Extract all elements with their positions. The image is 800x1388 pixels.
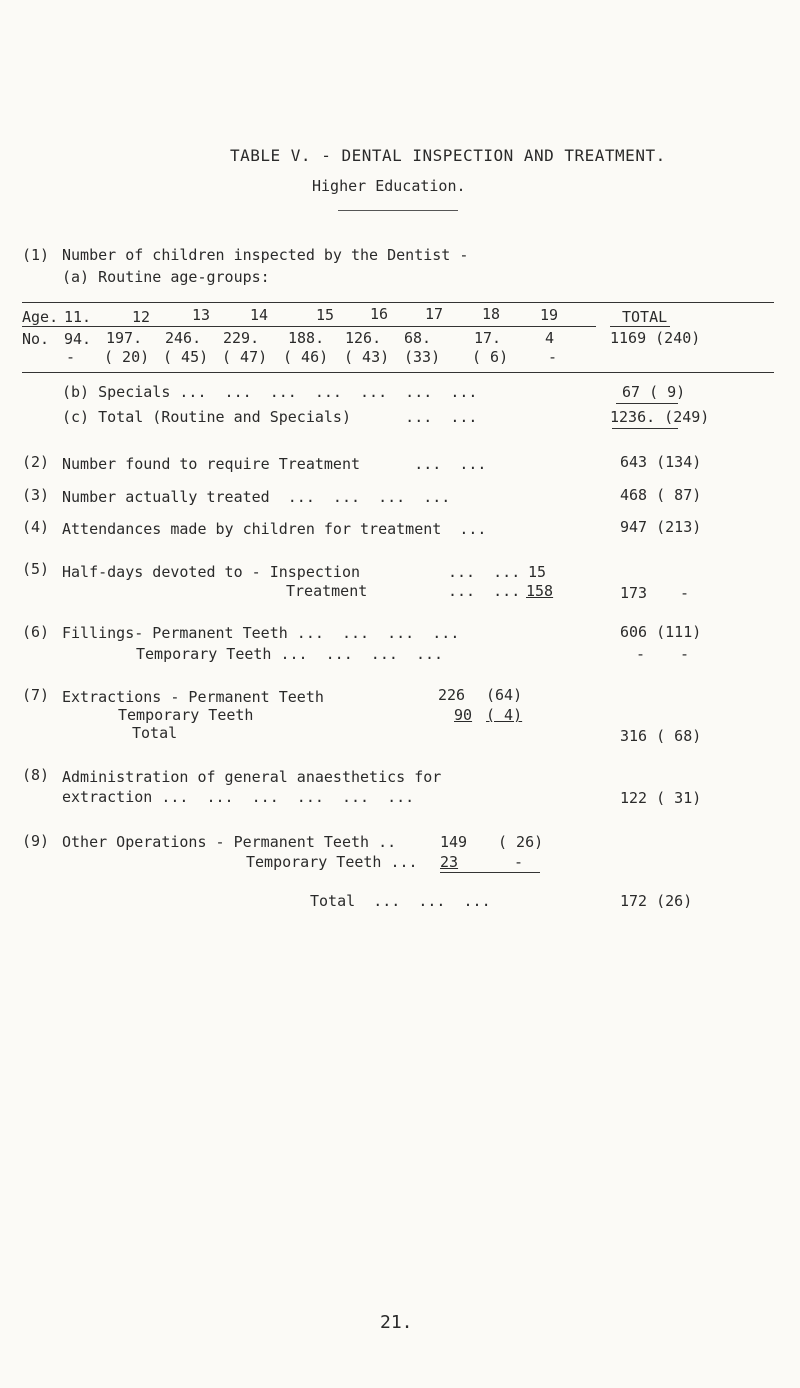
total-header: TOTAL — [622, 308, 668, 326]
paren-cell: ( 45) — [163, 348, 209, 366]
section-7-value: 316 ( 68) — [620, 727, 702, 745]
count-cell: 246. — [165, 329, 202, 347]
section-9-label-permanent: Other Operations - Permanent Teeth .. — [62, 833, 397, 851]
section-2-value: 643 (134) — [620, 453, 702, 471]
section-7-permanent-paren: (64) — [486, 686, 523, 704]
section-5-total: 173 — [620, 584, 648, 602]
count-cell: 197. — [106, 329, 143, 347]
count-cell: 68. — [404, 329, 432, 347]
count-cell: 188. — [288, 329, 325, 347]
routine-specials-rule — [612, 428, 678, 429]
age-cell: 12 — [132, 308, 151, 326]
section-6-dash: - — [636, 645, 646, 663]
page-subtitle: Higher Education. — [312, 177, 466, 195]
section-1-heading: Number of children inspected by the Dentist - — [62, 246, 469, 264]
section-8-label-line1: Administration of general anaesthetics for — [62, 768, 442, 786]
specials-label: (b) Specials ... ... ... ... ... ... ... — [62, 383, 478, 401]
section-5-label-inspection: Half-days devoted to - Inspection — [62, 563, 361, 581]
paren-cell: ( 47) — [222, 348, 268, 366]
section-1a-heading: (a) Routine age-groups: — [62, 268, 270, 286]
section-6-label-temporary: Temporary Teeth ... ... ... ... — [136, 645, 444, 663]
count-cell: 94. — [64, 330, 92, 348]
count-total: 1169 (240) — [610, 329, 701, 347]
section-2-number: (2) — [22, 453, 50, 471]
section-7-total-label: Total — [132, 724, 178, 742]
paren-cell: ( 20) — [104, 348, 150, 366]
count-cell: 17. — [474, 329, 502, 347]
section-7-number: (7) — [22, 686, 50, 704]
section-5-dots-treatment: ... ... — [448, 582, 521, 600]
paren-cell: - — [66, 348, 76, 366]
specials-rule — [616, 403, 678, 404]
paren-cell: (33) — [404, 348, 441, 366]
section-9-label-temporary: Temporary Teeth ... — [246, 853, 418, 871]
age-cell: 18 — [482, 305, 501, 323]
section-7-label-temporary: Temporary Teeth — [118, 706, 254, 724]
specials-value: 67 ( 9) — [622, 383, 686, 401]
section-5-dash: - — [680, 584, 690, 602]
section-9-number: (9) — [22, 832, 50, 850]
section-1-number: (1) — [22, 246, 50, 264]
age-cell: 19 — [540, 306, 559, 324]
section-3-number: (3) — [22, 486, 50, 504]
table-top-rule — [22, 302, 774, 303]
section-9-temporary-paren: - — [514, 853, 524, 871]
total-header-rule — [610, 326, 670, 327]
section-9-permanent-paren: ( 26) — [498, 833, 544, 851]
paren-cell: - — [548, 348, 558, 366]
section-9-total-label: Total ... ... ... — [310, 892, 491, 910]
section-5-treatment-value: 158 — [526, 582, 554, 600]
age-label: Age. — [22, 308, 59, 326]
age-row-rule — [22, 326, 596, 327]
section-2-label: Number found to require Treatment ... ... — [62, 455, 487, 473]
section-4-label: Attendances made by children for treatment ... — [62, 520, 487, 538]
section-5-inspection-value: 15 — [528, 563, 547, 581]
routine-specials-value: 1236. (249) — [610, 408, 710, 426]
section-3-value: 468 ( 87) — [620, 486, 702, 504]
section-5-number: (5) — [22, 560, 50, 578]
age-cell: 15 — [316, 306, 335, 324]
section-4-value: 947 (213) — [620, 518, 702, 536]
age-cell: 17 — [425, 305, 444, 323]
table-bottom-rule — [22, 372, 774, 373]
paren-cell: ( 6) — [472, 348, 509, 366]
age-cell: 13 — [192, 306, 211, 324]
section-4-number: (4) — [22, 518, 50, 536]
page-number: 21. — [380, 1312, 413, 1333]
section-6-value: 606 (111) — [620, 623, 702, 641]
section-9-underline — [440, 872, 540, 873]
count-label: No. — [22, 330, 50, 348]
section-9-temporary-value: 23 — [440, 853, 459, 871]
count-cell: 229. — [223, 329, 260, 347]
count-cell: 4 — [545, 329, 555, 347]
age-cell: 11. — [64, 308, 92, 326]
age-cell: 14 — [250, 306, 269, 324]
section-8-value: 122 ( 31) — [620, 789, 702, 807]
section-5-label-treatment: Treatment — [286, 582, 368, 600]
section-7-temporary-paren: ( 4) — [486, 706, 523, 724]
paren-cell: ( 46) — [283, 348, 329, 366]
section-3-label: Number actually treated ... ... ... ... — [62, 488, 451, 506]
section-7-permanent-value: 226 — [438, 686, 466, 704]
title-divider — [338, 210, 458, 211]
count-cell: 126. — [345, 329, 382, 347]
section-5-dots-inspection: ... ... — [448, 563, 521, 581]
section-6-dash: - — [680, 645, 690, 663]
paren-cell: ( 43) — [344, 348, 390, 366]
section-9-permanent-value: 149 — [440, 833, 468, 851]
section-6-number: (6) — [22, 623, 50, 641]
age-cell: 16 — [370, 305, 389, 323]
section-8-number: (8) — [22, 766, 50, 784]
section-9-total-value: 172 (26) — [620, 892, 693, 910]
routine-specials-label: (c) Total (Routine and Specials) ... ... — [62, 408, 478, 426]
section-6-label-permanent: Fillings- Permanent Teeth ... ... ... ... — [62, 624, 460, 642]
page-title: TABLE V. - DENTAL INSPECTION AND TREATMENT. — [230, 146, 666, 165]
section-7-temporary-value: 90 — [454, 706, 473, 724]
section-8-label-line2: extraction ... ... ... ... ... ... — [62, 788, 415, 806]
section-7-label-permanent: Extractions - Permanent Teeth — [62, 688, 324, 706]
